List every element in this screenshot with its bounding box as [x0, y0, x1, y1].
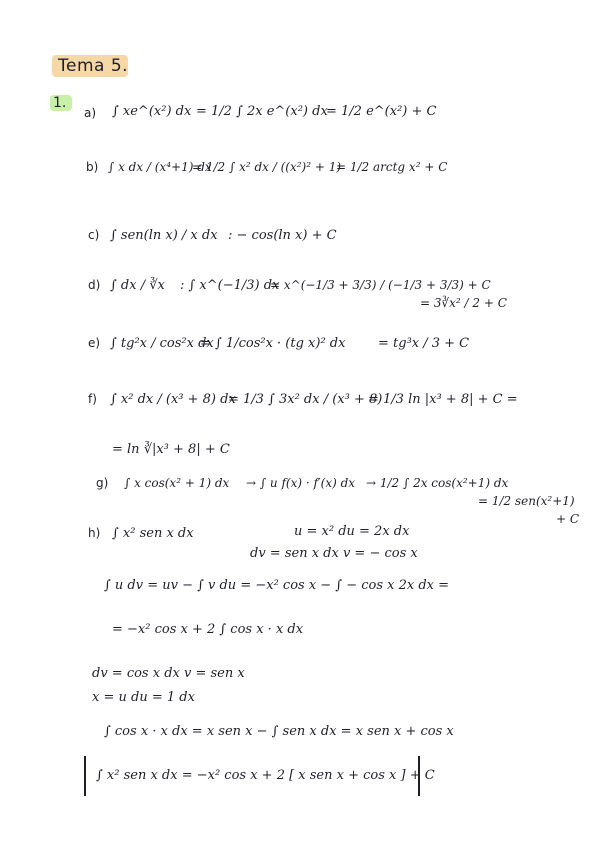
exercise-g-result-2: + C	[556, 512, 580, 526]
exercise-e-step: = ∫ 1/cos²x · (tg x)² dx	[200, 336, 346, 351]
exercise-d-integral: ∫ dx / ∛x	[110, 278, 165, 293]
exercise-b-label: b)	[86, 160, 99, 174]
exercise-number: 1.	[53, 95, 67, 111]
exercise-h-parts-2: = −x² cos x + 2 ∫ cos x · x dx	[112, 622, 304, 637]
exercise-e-integral: ∫ tg²x / cos²x dx	[110, 336, 214, 351]
exercise-f-result-2: = ln ∛|x³ + 8| + C	[112, 442, 230, 457]
exercise-h-inner: ∫ cos x · x dx = x sen x − ∫ sen x dx = x sen x + cos x	[104, 724, 454, 739]
exercise-f-result: = 1/3 ln |x³ + 8| + C =	[368, 392, 518, 407]
exercise-h-sub1: u = x² du = 2x dx	[294, 524, 410, 539]
exercise-h-label: h)	[88, 526, 101, 540]
exercise-a-label: a)	[84, 106, 97, 120]
exercise-c-result: : − cos(ln x) + C	[228, 228, 337, 243]
exercise-h-sub3: dv = cos x dx v = sen x	[92, 666, 245, 681]
exercise-g-label: g)	[96, 476, 109, 490]
exercise-h-integral: ∫ x² sen x dx	[112, 526, 194, 541]
exercise-g-step1: → ∫ u f(x) · f′(x) dx	[246, 476, 356, 490]
exercise-g-integral: ∫ x cos(x² + 1) dx	[124, 476, 230, 490]
exercise-e-result: = tg³x / 3 + C	[378, 336, 470, 351]
exercise-d-step2: = x^(−1/3 + 3/3) / (−1/3 + 3/3) + C	[270, 278, 491, 292]
exercise-b-result: = 1/2 arctg x² + C	[336, 160, 448, 174]
exercise-d-label: d)	[88, 278, 101, 292]
exercise-c-integral: ∫ sen(ln x) / x dx	[110, 228, 218, 243]
exercise-e-label: e)	[88, 336, 101, 350]
exercise-h-parts: ∫ u dv = uv − ∫ v du = −x² cos x − ∫ − cos x 2x dx =	[104, 578, 450, 593]
exercise-a-integral: ∫ xe^(x²) dx	[112, 104, 192, 119]
exercise-c-label: c)	[88, 228, 100, 242]
exercise-h-sub4: x = u du = 1 dx	[92, 690, 195, 705]
exercise-b-integral: ∫ x dx / (x⁴+1) dx	[108, 160, 212, 174]
page-title: Tema 5.	[58, 56, 129, 76]
exercise-d-step1: : ∫ x^(−1/3) dx	[180, 278, 280, 293]
exercise-a-step: = 1/2 ∫ 2x e^(x²) dx	[196, 104, 328, 119]
exercise-h-final: ∫ x² sen x dx = −x² cos x + 2 [ x sen x + cos x ] + C	[96, 768, 435, 783]
exercise-g-result: = 1/2 sen(x²+1)	[478, 494, 575, 508]
exercise-h-sub2: dv = sen x dx v = − cos x	[250, 546, 418, 561]
exercise-f-step: = 1/3 ∫ 3x² dx / (x³ + 8)	[228, 392, 383, 407]
exercise-f-label: f)	[88, 392, 97, 406]
exercise-g-step2: → 1/2 ∫ 2x cos(x²+1) dx	[366, 476, 509, 490]
exercise-f-integral: ∫ x² dx / (x³ + 8) dx	[110, 392, 236, 407]
exercise-d-result: = 3∛x² / 2 + C	[420, 296, 507, 310]
exercise-a-result: = 1/2 e^(x²) + C	[326, 104, 437, 119]
exercise-b-step: = 1/2 ∫ x² dx / ((x²)² + 1)	[192, 160, 342, 174]
